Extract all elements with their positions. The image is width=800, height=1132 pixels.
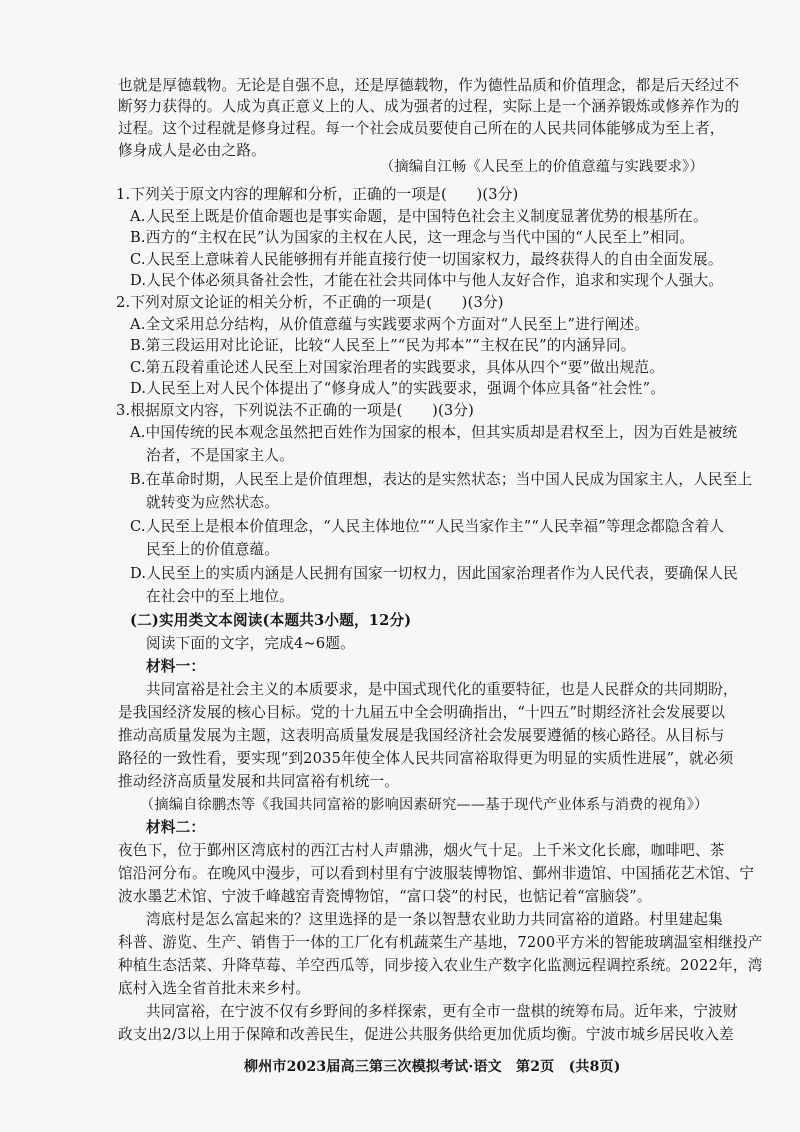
question-2-stem: 2.下列对原文论证的相关分析，不正确的一项是( )(3分) (116, 294, 504, 311)
question-2-option-d: D.人民至上对人民个体提出了“修身成人”的实践要求，强调个体应具备“社会性”。 (130, 380, 666, 397)
material-1-line: 路径的一致性看，要实现“到2035年使全体人民共同富裕取得更为明显的实质性进展”，就必须 (118, 750, 734, 767)
material-1-line: 共同富裕是社会主义的本质要求，是中国式现代化的重要特征，也是人民群众的共同期盼， (146, 681, 738, 698)
material-2-line: 底村入选全省首批未来乡村。 (118, 980, 311, 997)
question-3-option-a: A.中国传统的民本观念虽然把百姓作为国家的根本，但其实质却是君权至上，因为百姓是被统 (130, 424, 738, 441)
page-footer: 柳州市2023届高三第三次模拟考试·语文 第2页 (共8页) (244, 1059, 621, 1075)
material-1-line: 推动经济高质量发展和共同富裕有机统一。 (118, 773, 400, 790)
material-1-line: 是我国经济发展的核心目标。党的十九届五中全会明确指出，“十四五”时期经济社会发展要以 (118, 704, 726, 721)
question-3-option-d-cont: 在社会中的至上地位。 (146, 588, 294, 605)
material-2-line: 政支出2/3以上用于保障和改善民生，促进公共服务供给更加优质均衡。宁波市城乡居民收入差 (118, 1026, 734, 1043)
material-2-line: 共同富裕，在宁波不仅有乡野间的多样探索，更有全市一盘棋的统筹布局。近年来，宁波财 (146, 1003, 738, 1020)
material-1-line: 推动高质量发展为主题，这表明高质量发展是我国经济社会发展要遵循的核心路径。从目标与 (118, 727, 725, 744)
question-3-option-b-cont: 就转变为应然状态。 (146, 494, 280, 511)
section-instruction: 阅读下面的文字，完成4~6题。 (146, 635, 355, 652)
material-2-line: 夜色下，位于鄞州区湾底村的西江古村人声鼎沸，烟火气十足。上千米文化长廊，咖啡吧、茶 (118, 842, 725, 859)
section-heading: (二)实用类文本阅读(本题共3小题，12分) (130, 612, 412, 629)
question-3-option-c-cont: 民至上的价值意蕴。 (146, 541, 280, 558)
material-2-line: 馆沿河分布。在晚风中漫步，可以看到村里有宁波服装博物馆、鄞州非遗馆、中国插花艺术馆、宁 (118, 865, 755, 882)
question-2-option-a: A.全文采用总分结构，从价值意蕴与实践要求两个方面对“人民至上”进行阐述。 (130, 316, 650, 333)
question-3-option-a-cont: 治者，不是国家主人。 (146, 447, 294, 464)
question-2-option-b: B.第三段运用对比论证，比较“人民至上”“民为邦本”“主权在民”的内涵异同。 (130, 337, 636, 354)
material-2-line: 科普、游览、生产、销售于一体的工厂化有机蔬菜生产基地，7200平方米的智能玻璃温室相继投产 (118, 934, 763, 951)
question-1-option-a: A.人民至上既是价值命题也是事实命题，是中国特色社会主义制度显著优势的根基所在。 (130, 208, 708, 225)
passage-line: 过程。这个过程就是修身过程。每一个社会成员要使自己所在的人民共同体能够成为至上者， (118, 120, 725, 137)
passage-source: （摘编自江畅《人民至上的价值意蕴与实践要求》） (380, 159, 704, 175)
question-3-option-c: C.人民至上是根本价值理念，“人民主体地位”“人民当家作主”“人民幸福”等理念都隐含着人 (130, 518, 725, 535)
question-3-stem: 3.根据原文内容，下列说法不正确的一项是( )(3分) (116, 402, 475, 419)
material-2-line: 种植生态活菜、升降草莓、羊空西瓜等，同步接入农业生产数字化监测远程调控系统。2022年，湾 (118, 957, 763, 974)
material-2-label: 材料二： (146, 819, 206, 836)
passage-line: 也就是厚德载物。无论是自强不息，还是厚德载物，作为德性品质和价值理念，都是后天经过不 (118, 77, 740, 94)
material-1-source: （摘编自徐鹏杰等《我国共同富裕的影响因素研究——基于现代产业体系与消费的视角》） (140, 797, 709, 813)
material-2-line: 湾底村是怎么富起来的？这里选择的是一条以智慧农业助力共同富裕的道路。村里建起集 (146, 911, 723, 928)
question-3-option-b: B.在革命时期，人民至上是价值理想，表达的是实然状态；当中国人民成为国家主人，人民至上 (130, 471, 753, 488)
question-2-option-c: C.第五段着重论述人民至上对国家治理者的实践要求，具体从四个“要”做出规范。 (130, 359, 664, 376)
material-1-label: 材料一： (146, 658, 206, 675)
question-1-option-d: D.人民个体必须具备社会性，才能在社会共同体中与他人友好合作，追求和实现个人强大。 (130, 272, 724, 289)
question-1-stem: 1.下列关于原文内容的理解和分析，正确的一项是( )(3分) (116, 186, 519, 203)
question-3-option-d: D.人民至上的实质内涵是人民拥有国家一切权力，因此国家治理者作为人民代表，要确保人民 (130, 565, 738, 582)
passage-line: 修身成人是必由之路。 (118, 142, 266, 159)
question-1-option-c: C.人民至上意味着人民能够拥有并能直接行使一切国家权力，最终获得人的自由全面发展。 (130, 251, 723, 268)
question-1-option-b: B.西方的“主权在民”认为国家的主权在人民，这一理念与当代中国的“人民至上”相同。 (130, 229, 695, 246)
passage-line: 断努力获得的。人成为真正意义上的人、成为强者的过程，实际上是一个涵养锻炼或修养作为的 (118, 98, 740, 115)
material-2-line: 波水墨艺术馆、宁波千峰越窑青瓷博物馆，“富口袋”的村民，也惦记着“富脑袋”。 (118, 888, 652, 905)
